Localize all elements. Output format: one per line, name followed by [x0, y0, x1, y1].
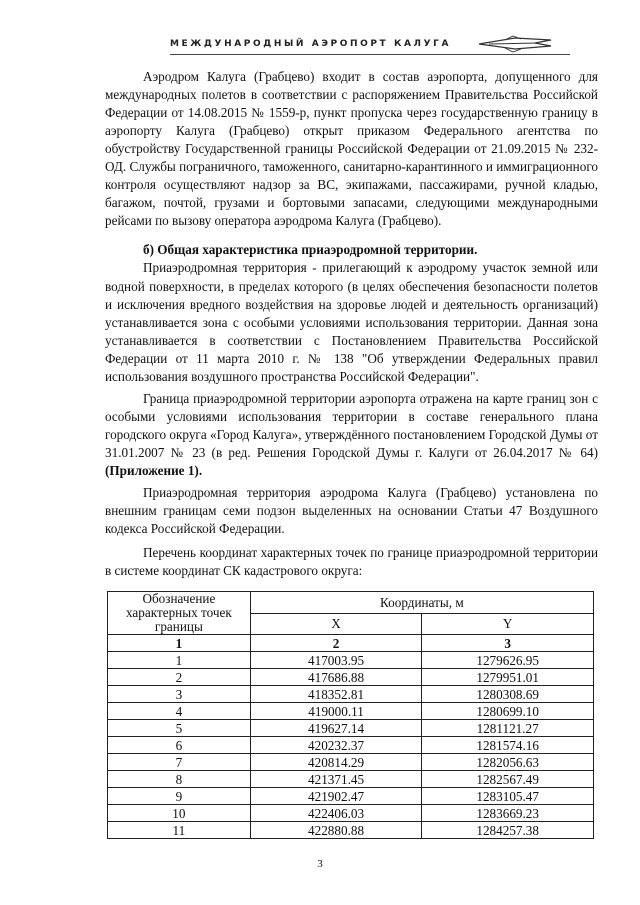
- table-header-row: [108, 592, 594, 614]
- subzones-paragraph: Приаэродромная территория аэродрома Калуга (Грабцево) установлена по внешним границам семи подзон выделенных на основании Статьи 47 Воздушного кодекса Российской Федерации.: [105, 485, 598, 537]
- point-id: 6: [108, 737, 251, 754]
- airplane-logo-icon: [475, 34, 555, 54]
- table-row: [108, 737, 594, 754]
- table-row: [108, 771, 594, 788]
- definition-paragraph: Приаэродромная территория - прилегающий к аэродрому участок земной или водной поверхности, в пределах которого (в целях обеспечения безопасности полетов и исключения вредного воздействия на здоровье людей и деятельность организаций) устанавливается зона с особыми условиями использования территории. Данная зона устанавливается в соответствии с Постановлением Правительства Российской Федерации от 11 марта 2010 г. № 138 "Об утверждении Федеральных правил использования воздушного пространства Российской Федерации".: [105, 260, 598, 384]
- y-value: 1282567.49: [422, 771, 594, 788]
- page-number: 3: [317, 858, 323, 870]
- column-number: 3: [422, 635, 594, 652]
- table-row: [108, 703, 594, 720]
- point-id: 9: [108, 788, 251, 805]
- coordinates-intro-paragraph: Перечень координат характерных точек по границе приаэродромной территории в системе координат СК кадастрового округа:: [105, 545, 598, 579]
- header-divider: [170, 54, 570, 55]
- table-row: [108, 652, 594, 669]
- intro-paragraph: Аэродром Калуга (Грабцево) входит в состав аэропорта, допущенного для международных полетов в соответствии с распоряжением Правительства Российской Федерации от 14.08.2015 № 1559-р, пункт пропуска через государственную границу в аэропорту Калуга (Грабцево) открыт приказом Федерального агентства по обустройству Государственной границы Российской Федерации от 21.09.2015 № 232-ОД. Службы пограничного, таможенного, санитарно-карантинного и иммиграционного контроля осуществляют надзор за ВС, экипажами, пассажирами, ручной кладью, багажом, почтой, грузами и бортовыми запасами, следующими международными рейсами по вызову оператора аэродрома Калуга (Грабцево).: [105, 69, 598, 229]
- x-value: 422406.03: [250, 805, 422, 822]
- page-header: [170, 38, 570, 54]
- table-row: [108, 754, 594, 771]
- y-value: 1280308.69: [422, 686, 594, 703]
- point-id: 4: [108, 703, 251, 720]
- point-id: 5: [108, 720, 251, 737]
- y-value: 1283105.47: [422, 788, 594, 805]
- table-row: [108, 686, 594, 703]
- x-value: 419627.14: [250, 720, 422, 737]
- x-column-header: X: [250, 613, 422, 635]
- column-number: 1: [108, 635, 251, 652]
- appendix-reference: (Приложение 1).: [105, 462, 203, 478]
- column-number: 2: [250, 635, 422, 652]
- x-value: 418352.81: [250, 686, 422, 703]
- point-id: 1: [108, 652, 251, 669]
- section-title: б) Общая характеристика приаэродромной территории.: [143, 242, 478, 258]
- point-id: 11: [108, 822, 251, 839]
- y-value: 1284257.38: [422, 822, 594, 839]
- document-body: [105, 68, 598, 580]
- x-value: 420814.29: [250, 754, 422, 771]
- boundary-text: Граница приаэродромной территории аэропорта отражена на карте границ зон с особыми условиями использования территории в составе генерального плана городского округа «Город Калуга», утверждённого постановлением Городской Думы от 31.01.2007 № 23 (в ред. Решения Городской Думы г. Калуги от 26.04.2017 № 64): [105, 390, 598, 460]
- coordinates-column-header: Координаты, м: [250, 592, 593, 614]
- point-id: 10: [108, 805, 251, 822]
- table-row: [108, 788, 594, 805]
- x-value: 419000.11: [250, 703, 422, 720]
- y-value: 1281574.16: [422, 737, 594, 754]
- x-value: 421902.47: [250, 788, 422, 805]
- point-id: 2: [108, 669, 251, 686]
- y-value: 1279951.01: [422, 669, 594, 686]
- table-row: [108, 669, 594, 686]
- y-value: 1280699.10: [422, 703, 594, 720]
- table-row: [108, 720, 594, 737]
- point-id: 7: [108, 754, 251, 771]
- y-value: 1283669.23: [422, 805, 594, 822]
- point-column-header: Обозначение характерных точек границы: [108, 592, 251, 635]
- y-value: 1279626.95: [422, 652, 594, 669]
- x-value: 417686.88: [250, 669, 422, 686]
- x-value: 422880.88: [250, 822, 422, 839]
- point-id: 8: [108, 771, 251, 788]
- y-column-header: Y: [422, 613, 594, 635]
- y-value: 1282056.63: [422, 754, 594, 771]
- x-value: 420232.37: [250, 737, 422, 754]
- column-number-row: [108, 635, 594, 652]
- point-id: 3: [108, 686, 251, 703]
- header-title: МЕЖДУНАРОДНЫЙ АЭРОПОРТ КАЛУГА: [170, 39, 452, 49]
- table-row: [108, 822, 594, 839]
- x-value: 421371.45: [250, 771, 422, 788]
- coordinates-table: [107, 591, 594, 839]
- boundary-paragraph: [105, 390, 598, 480]
- x-value: 417003.95: [250, 652, 422, 669]
- y-value: 1281121.27: [422, 720, 594, 737]
- table-row: [108, 805, 594, 822]
